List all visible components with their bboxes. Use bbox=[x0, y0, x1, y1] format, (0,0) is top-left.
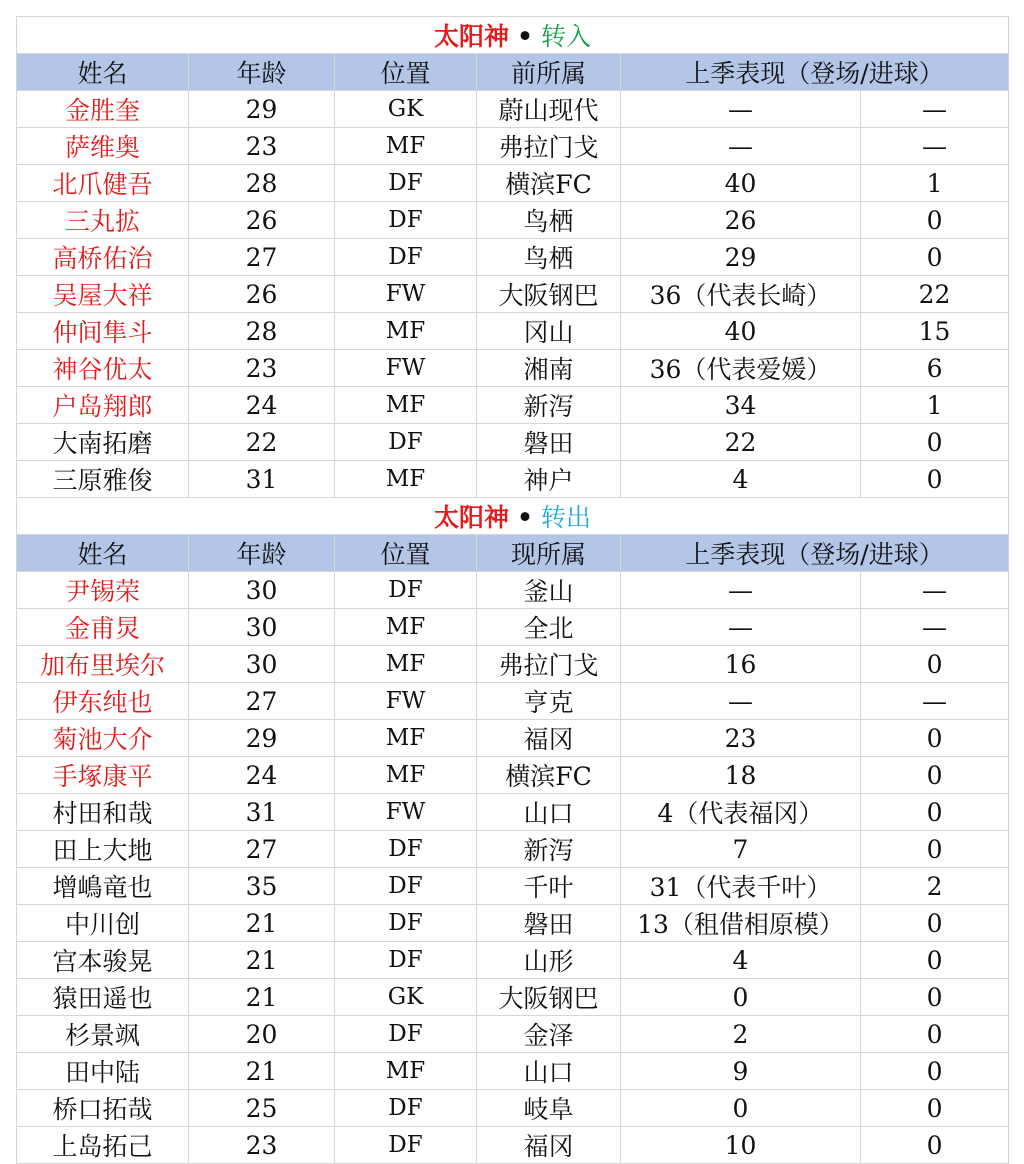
cell-goals: 0 bbox=[861, 646, 1009, 683]
cell-apps: 4 bbox=[621, 942, 861, 979]
column-header: 位置 bbox=[335, 54, 477, 91]
cell-apps: 16 bbox=[621, 646, 861, 683]
cell-club: 横滨FC bbox=[477, 757, 621, 794]
cell-club: 湘南 bbox=[477, 350, 621, 387]
cell-goals: 0 bbox=[861, 720, 1009, 757]
cell-name: 金胜奎 bbox=[17, 91, 189, 128]
cell-age: 35 bbox=[189, 868, 335, 905]
cell-age: 24 bbox=[189, 757, 335, 794]
cell-name: 中川创 bbox=[17, 905, 189, 942]
cell-club: 磐田 bbox=[477, 905, 621, 942]
cell-club: 弗拉门戈 bbox=[477, 128, 621, 165]
column-header: 现所属 bbox=[477, 535, 621, 572]
cell-club: 大阪钢巴 bbox=[477, 276, 621, 313]
column-header: 前所属 bbox=[477, 54, 621, 91]
cell-name: 猿田遥也 bbox=[17, 979, 189, 1016]
cell-age: 31 bbox=[189, 794, 335, 831]
cell-goals: 0 bbox=[861, 794, 1009, 831]
cell-goals: — bbox=[861, 128, 1009, 165]
in-section-title-row bbox=[17, 17, 1009, 54]
cell-pos: FW bbox=[335, 276, 477, 313]
cell-name: 手塚康平 bbox=[17, 757, 189, 794]
cell-name: 田上大地 bbox=[17, 831, 189, 868]
table-row bbox=[17, 461, 1009, 498]
cell-pos: MF bbox=[335, 387, 477, 424]
column-header: 姓名 bbox=[17, 535, 189, 572]
cell-name: 户岛翔郎 bbox=[17, 387, 189, 424]
cell-name: 大南拓磨 bbox=[17, 424, 189, 461]
cell-club: 山口 bbox=[477, 794, 621, 831]
out-section-title-row bbox=[17, 498, 1009, 535]
cell-age: 28 bbox=[189, 165, 335, 202]
cell-name: 仲间隼斗 bbox=[17, 313, 189, 350]
table-row bbox=[17, 868, 1009, 905]
cell-goals: 0 bbox=[861, 424, 1009, 461]
table-row bbox=[17, 202, 1009, 239]
cell-pos: MF bbox=[335, 128, 477, 165]
cell-name: 加布里埃尔 bbox=[17, 646, 189, 683]
cell-apps: 22 bbox=[621, 424, 861, 461]
column-header: 位置 bbox=[335, 535, 477, 572]
cell-name: 桥口拓哉 bbox=[17, 1090, 189, 1127]
cell-name: 上岛拓己 bbox=[17, 1127, 189, 1164]
cell-name: 尹锡荣 bbox=[17, 572, 189, 609]
cell-age: 27 bbox=[189, 683, 335, 720]
cell-goals: — bbox=[861, 91, 1009, 128]
header-row bbox=[17, 54, 1009, 91]
cell-pos: DF bbox=[335, 868, 477, 905]
cell-apps: 23 bbox=[621, 720, 861, 757]
cell-age: 30 bbox=[189, 646, 335, 683]
column-header: 年龄 bbox=[189, 535, 335, 572]
cell-pos: GK bbox=[335, 979, 477, 1016]
cell-apps: 36（代表长崎） bbox=[621, 276, 861, 313]
cell-pos: FW bbox=[335, 350, 477, 387]
cell-club: 千叶 bbox=[477, 868, 621, 905]
column-header: 姓名 bbox=[17, 54, 189, 91]
cell-club: 山形 bbox=[477, 942, 621, 979]
cell-age: 23 bbox=[189, 128, 335, 165]
cell-apps: 26 bbox=[621, 202, 861, 239]
cell-club: 山口 bbox=[477, 1053, 621, 1090]
cell-apps: — bbox=[621, 609, 861, 646]
cell-name: 高桥佑治 bbox=[17, 239, 189, 276]
table-row bbox=[17, 350, 1009, 387]
cell-goals: 2 bbox=[861, 868, 1009, 905]
table-row bbox=[17, 1053, 1009, 1090]
cell-club: 蔚山现代 bbox=[477, 91, 621, 128]
table-row bbox=[17, 313, 1009, 350]
table-row bbox=[17, 646, 1009, 683]
cell-name: 北爪健吾 bbox=[17, 165, 189, 202]
cell-goals: 0 bbox=[861, 979, 1009, 1016]
table-row bbox=[17, 757, 1009, 794]
title-dot: • bbox=[517, 503, 534, 532]
column-header: 上季表现（登场/进球） bbox=[621, 54, 1009, 91]
cell-pos: DF bbox=[335, 1127, 477, 1164]
cell-apps: 0 bbox=[621, 1090, 861, 1127]
cell-goals: — bbox=[861, 572, 1009, 609]
transfer-sheet bbox=[16, 16, 1008, 1164]
cell-name: 村田和哉 bbox=[17, 794, 189, 831]
cell-goals: 15 bbox=[861, 313, 1009, 350]
table-row bbox=[17, 1127, 1009, 1164]
cell-goals: 0 bbox=[861, 1016, 1009, 1053]
cell-apps: 31（代表千叶） bbox=[621, 868, 861, 905]
title-dot: • bbox=[517, 22, 534, 51]
cell-club: 冈山 bbox=[477, 313, 621, 350]
cell-club: 鸟栖 bbox=[477, 202, 621, 239]
cell-name: 菊池大介 bbox=[17, 720, 189, 757]
cell-goals: 0 bbox=[861, 1127, 1009, 1164]
cell-apps: 4 bbox=[621, 461, 861, 498]
cell-apps: — bbox=[621, 572, 861, 609]
cell-pos: MF bbox=[335, 313, 477, 350]
table-row bbox=[17, 387, 1009, 424]
title-direction: 转出 bbox=[541, 503, 592, 532]
cell-club: 亨克 bbox=[477, 683, 621, 720]
cell-pos: MF bbox=[335, 720, 477, 757]
cell-apps: — bbox=[621, 683, 861, 720]
section-title bbox=[17, 17, 1009, 54]
cell-pos: DF bbox=[335, 831, 477, 868]
cell-age: 27 bbox=[189, 239, 335, 276]
cell-goals: 0 bbox=[861, 905, 1009, 942]
cell-name: 萨维奥 bbox=[17, 128, 189, 165]
cell-apps: 36（代表爱媛） bbox=[621, 350, 861, 387]
cell-goals: 1 bbox=[861, 387, 1009, 424]
column-header: 上季表现（登场/进球） bbox=[621, 535, 1009, 572]
cell-age: 30 bbox=[189, 572, 335, 609]
table-row bbox=[17, 979, 1009, 1016]
table-row bbox=[17, 128, 1009, 165]
cell-pos: FW bbox=[335, 683, 477, 720]
cell-age: 31 bbox=[189, 461, 335, 498]
cell-name: 神谷优太 bbox=[17, 350, 189, 387]
cell-pos: DF bbox=[335, 942, 477, 979]
cell-goals: 0 bbox=[861, 1053, 1009, 1090]
cell-club: 釜山 bbox=[477, 572, 621, 609]
cell-pos: DF bbox=[335, 239, 477, 276]
cell-apps: 4（代表福冈） bbox=[621, 794, 861, 831]
cell-age: 26 bbox=[189, 276, 335, 313]
cell-pos: DF bbox=[335, 905, 477, 942]
cell-goals: 1 bbox=[861, 165, 1009, 202]
cell-pos: MF bbox=[335, 757, 477, 794]
cell-age: 23 bbox=[189, 350, 335, 387]
header-row bbox=[17, 535, 1009, 572]
cell-goals: 0 bbox=[861, 239, 1009, 276]
title-direction: 转入 bbox=[541, 22, 592, 51]
cell-club: 金泽 bbox=[477, 1016, 621, 1053]
cell-club: 岐阜 bbox=[477, 1090, 621, 1127]
cell-goals: 22 bbox=[861, 276, 1009, 313]
cell-club: 弗拉门戈 bbox=[477, 646, 621, 683]
table-row bbox=[17, 831, 1009, 868]
cell-age: 20 bbox=[189, 1016, 335, 1053]
cell-age: 28 bbox=[189, 313, 335, 350]
cell-name: 增嶋竜也 bbox=[17, 868, 189, 905]
cell-name: 三丸拡 bbox=[17, 202, 189, 239]
cell-goals: 0 bbox=[861, 461, 1009, 498]
cell-goals: 6 bbox=[861, 350, 1009, 387]
column-header: 年龄 bbox=[189, 54, 335, 91]
table-row bbox=[17, 1016, 1009, 1053]
cell-club: 大阪钢巴 bbox=[477, 979, 621, 1016]
cell-pos: GK bbox=[335, 91, 477, 128]
section-title bbox=[17, 498, 1009, 535]
cell-pos: MF bbox=[335, 1053, 477, 1090]
cell-club: 新泻 bbox=[477, 387, 621, 424]
table-row bbox=[17, 683, 1009, 720]
table-row bbox=[17, 720, 1009, 757]
cell-pos: DF bbox=[335, 165, 477, 202]
cell-apps: 9 bbox=[621, 1053, 861, 1090]
cell-name: 田中陆 bbox=[17, 1053, 189, 1090]
cell-name: 杉景飒 bbox=[17, 1016, 189, 1053]
cell-club: 全北 bbox=[477, 609, 621, 646]
cell-goals: 0 bbox=[861, 1090, 1009, 1127]
cell-name: 宫本骏晃 bbox=[17, 942, 189, 979]
title-team: 太阳神 bbox=[434, 22, 510, 51]
cell-pos: DF bbox=[335, 424, 477, 461]
cell-goals: 0 bbox=[861, 757, 1009, 794]
cell-club: 福冈 bbox=[477, 1127, 621, 1164]
cell-apps: 13（租借相原模） bbox=[621, 905, 861, 942]
cell-name: 三原雅俊 bbox=[17, 461, 189, 498]
cell-goals: — bbox=[861, 609, 1009, 646]
cell-club: 神户 bbox=[477, 461, 621, 498]
cell-age: 25 bbox=[189, 1090, 335, 1127]
cell-club: 磐田 bbox=[477, 424, 621, 461]
transfer-table bbox=[16, 16, 1009, 1164]
cell-club: 鸟栖 bbox=[477, 239, 621, 276]
cell-pos: DF bbox=[335, 572, 477, 609]
table-row bbox=[17, 276, 1009, 313]
cell-goals: — bbox=[861, 683, 1009, 720]
cell-apps: — bbox=[621, 128, 861, 165]
cell-apps: 40 bbox=[621, 165, 861, 202]
cell-age: 22 bbox=[189, 424, 335, 461]
cell-name: 吴屋大祥 bbox=[17, 276, 189, 313]
cell-apps: 0 bbox=[621, 979, 861, 1016]
cell-apps: 40 bbox=[621, 313, 861, 350]
cell-goals: 0 bbox=[861, 942, 1009, 979]
cell-name: 金甫炅 bbox=[17, 609, 189, 646]
cell-apps: 7 bbox=[621, 831, 861, 868]
table-row bbox=[17, 91, 1009, 128]
cell-pos: MF bbox=[335, 646, 477, 683]
cell-age: 21 bbox=[189, 1053, 335, 1090]
title-team: 太阳神 bbox=[434, 503, 510, 532]
cell-goals: 0 bbox=[861, 202, 1009, 239]
cell-age: 21 bbox=[189, 979, 335, 1016]
cell-age: 29 bbox=[189, 91, 335, 128]
cell-pos: MF bbox=[335, 609, 477, 646]
cell-apps: — bbox=[621, 91, 861, 128]
table-row bbox=[17, 572, 1009, 609]
table-row bbox=[17, 609, 1009, 646]
table-row bbox=[17, 1090, 1009, 1127]
cell-age: 21 bbox=[189, 905, 335, 942]
cell-pos: MF bbox=[335, 461, 477, 498]
cell-club: 横滨FC bbox=[477, 165, 621, 202]
cell-club: 福冈 bbox=[477, 720, 621, 757]
table-row bbox=[17, 165, 1009, 202]
cell-apps: 10 bbox=[621, 1127, 861, 1164]
cell-apps: 29 bbox=[621, 239, 861, 276]
cell-pos: DF bbox=[335, 1016, 477, 1053]
cell-pos: FW bbox=[335, 794, 477, 831]
table-row bbox=[17, 239, 1009, 276]
table-row bbox=[17, 905, 1009, 942]
table-row bbox=[17, 794, 1009, 831]
cell-pos: DF bbox=[335, 202, 477, 239]
cell-apps: 2 bbox=[621, 1016, 861, 1053]
cell-pos: DF bbox=[335, 1090, 477, 1127]
table-row bbox=[17, 424, 1009, 461]
cell-age: 24 bbox=[189, 387, 335, 424]
cell-age: 27 bbox=[189, 831, 335, 868]
cell-age: 30 bbox=[189, 609, 335, 646]
cell-apps: 18 bbox=[621, 757, 861, 794]
table-row bbox=[17, 942, 1009, 979]
cell-age: 23 bbox=[189, 1127, 335, 1164]
cell-goals: 0 bbox=[861, 831, 1009, 868]
cell-name: 伊东纯也 bbox=[17, 683, 189, 720]
cell-club: 新泻 bbox=[477, 831, 621, 868]
cell-age: 21 bbox=[189, 942, 335, 979]
cell-age: 26 bbox=[189, 202, 335, 239]
cell-age: 29 bbox=[189, 720, 335, 757]
cell-apps: 34 bbox=[621, 387, 861, 424]
